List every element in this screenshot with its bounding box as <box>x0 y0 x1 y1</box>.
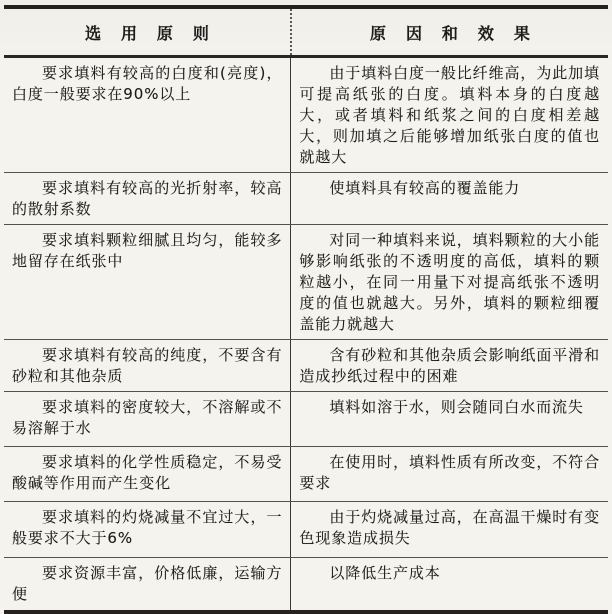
table-row <box>4 225 608 340</box>
table-row <box>4 173 608 225</box>
effect-cell <box>291 502 608 558</box>
effect-cell <box>291 225 608 340</box>
principle-cell <box>4 57 291 173</box>
principle-text: 要求填料有较高的白度和(亮度)，白度一般要求在90%以上 <box>12 64 283 103</box>
principle-text: 要求填料有较高的纯度，不要含有砂粒和其他杂质 <box>12 346 283 385</box>
effect-text: 在使用时，填料性质有所改变，不符合要求 <box>299 453 600 492</box>
effect-cell <box>291 392 608 447</box>
filler-selection-table <box>4 5 608 614</box>
effect-text: 对同一种填料来说，填料颗粒的大小能够影响纸张的不透明度的高低，填料的颗粒越小，在同一用量下对提高纸张不透明度的值也就越大。另外，填料的颗粒细覆盖能力就越大 <box>299 231 600 333</box>
table-header-row <box>4 7 608 57</box>
principle-text: 要求填料颗粒细腻且均匀，能较多地留存在纸张中 <box>12 231 283 270</box>
principle-cell <box>4 447 291 502</box>
table-row <box>4 447 608 502</box>
effect-cell <box>291 558 608 613</box>
principle-cell <box>4 502 291 558</box>
effect-text: 含有砂粒和其他杂质会影响纸面平滑和造成抄纸过程中的困难 <box>299 346 600 385</box>
table-row <box>4 392 608 447</box>
principle-cell <box>4 392 291 447</box>
principle-cell <box>4 173 291 225</box>
table-row <box>4 502 608 558</box>
effect-text: 使填料具有较高的覆盖能力 <box>329 179 521 197</box>
principle-text: 要求填料有较高的光折射率，较高的散射系数 <box>12 179 283 218</box>
principle-text: 要求填料的化学性质稳定，不易受酸碱等作用而产生变化 <box>12 453 283 492</box>
principle-cell <box>4 558 291 613</box>
table-row <box>4 340 608 392</box>
header-reasons-and-effects: 原 因 和 效 果 <box>291 7 608 57</box>
table-row <box>4 558 608 613</box>
effect-text: 由于填料白度一般比纤维高，为此加填可提高纸张的白度。填料本身的白度越大，或者填料和纸浆之间的白度相差越大，则加填之后能够增加纸张白度的值也就越大 <box>299 64 600 166</box>
effect-text: 填料如溶于水，则会随同白水而流失 <box>329 398 584 416</box>
header-selection-principles: 选 用 原 则 <box>4 7 291 57</box>
effect-cell <box>291 173 608 225</box>
principle-text: 要求填料的密度较大，不溶解或不易溶解于水 <box>12 398 283 437</box>
table-row <box>4 57 608 173</box>
principle-cell <box>4 340 291 392</box>
effect-text: 以降低生产成本 <box>329 564 441 582</box>
effect-cell <box>291 447 608 502</box>
principle-text: 要求填料的灼烧减量不宜过大，一般要求不大于6% <box>12 508 283 547</box>
effect-cell <box>291 340 608 392</box>
principle-cell <box>4 225 291 340</box>
effect-cell <box>291 57 608 173</box>
effect-text: 由于灼烧减量过高，在高温干燥时有变色现象造成损失 <box>299 508 600 547</box>
principle-text: 要求资源丰富，价格低廉，运输方便 <box>12 564 283 603</box>
